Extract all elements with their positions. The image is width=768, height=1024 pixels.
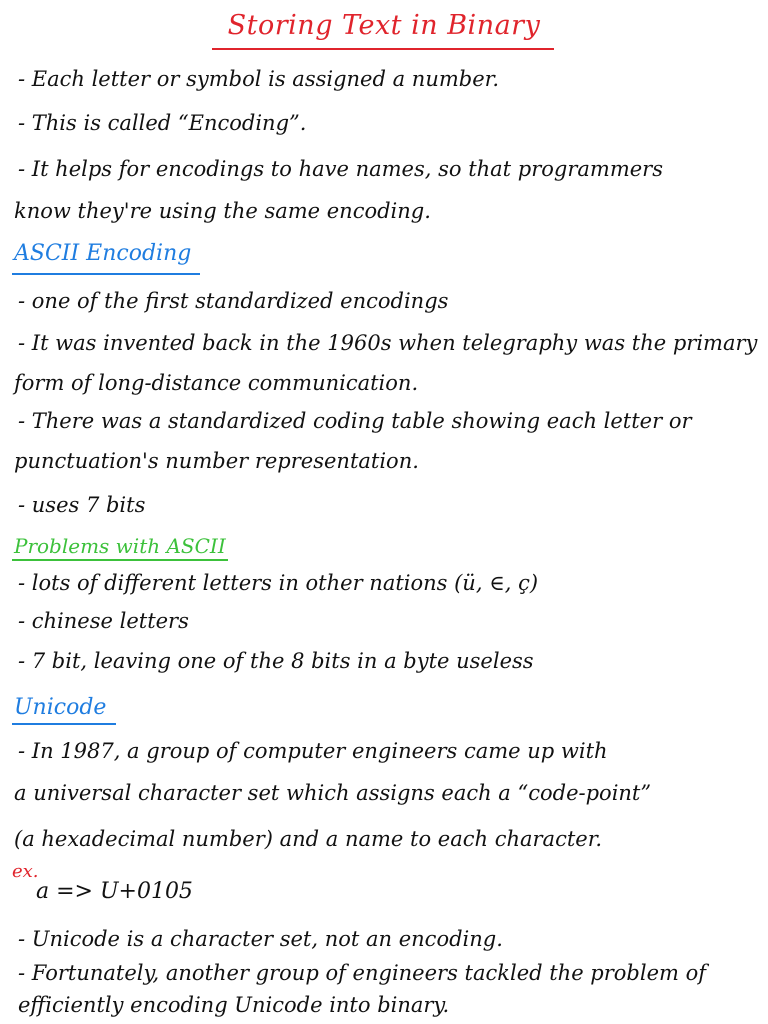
problems-heading-underline	[12, 559, 228, 561]
example-mapping: a => U+0105	[36, 879, 193, 904]
intro-line-3: - It helps for encodings to have names, so that programmers	[18, 157, 663, 181]
unicode-line-2: a universal character set which assigns each a “code-point”	[14, 781, 652, 805]
title-underline	[212, 48, 554, 50]
ascii-line-3: form of long-distance communication.	[14, 371, 419, 395]
unicode-after-line-3: efficiently encoding Unicode into binary.	[18, 993, 450, 1017]
example-label: ex.	[12, 861, 39, 882]
ascii-line-4: - There was a standardized coding table showing each letter or	[18, 409, 692, 433]
problems-line-3: - 7 bit, leaving one of the 8 bits in a byte useless	[18, 649, 534, 673]
ascii-heading-underline	[12, 273, 200, 275]
unicode-line-3: (a hexadecimal number) and a name to each character.	[14, 827, 603, 851]
page-title: Storing Text in Binary	[227, 10, 541, 41]
intro-line-4: know they're using the same encoding.	[14, 199, 431, 223]
ascii-line-2: - It was invented back in the 1960s when telegraphy was the primary	[18, 331, 758, 355]
unicode-after-line-1: - Unicode is a character set, not an encoding.	[18, 927, 503, 951]
ascii-line-6: - uses 7 bits	[18, 493, 146, 517]
unicode-after-line-2: - Fortunately, another group of engineers tackled the problem of	[18, 961, 707, 985]
problems-line-2: - chinese letters	[18, 609, 189, 633]
ascii-heading: ASCII Encoding	[14, 241, 192, 266]
unicode-line-1: - In 1987, a group of computer engineers came up with	[18, 739, 608, 763]
ascii-line-5: punctuation's number representation.	[14, 449, 419, 473]
intro-line-1: - Each letter or symbol is assigned a number.	[18, 67, 500, 91]
intro-line-2: - This is called “Encoding”.	[18, 111, 307, 135]
unicode-heading-underline	[12, 723, 116, 725]
problems-line-1: - lots of different letters in other nations (ü, ∈, ç)	[18, 571, 539, 595]
ascii-line-1: - one of the first standardized encodings	[18, 289, 449, 313]
unicode-heading: Unicode	[14, 695, 107, 720]
problems-heading: Problems with ASCII	[14, 534, 226, 558]
